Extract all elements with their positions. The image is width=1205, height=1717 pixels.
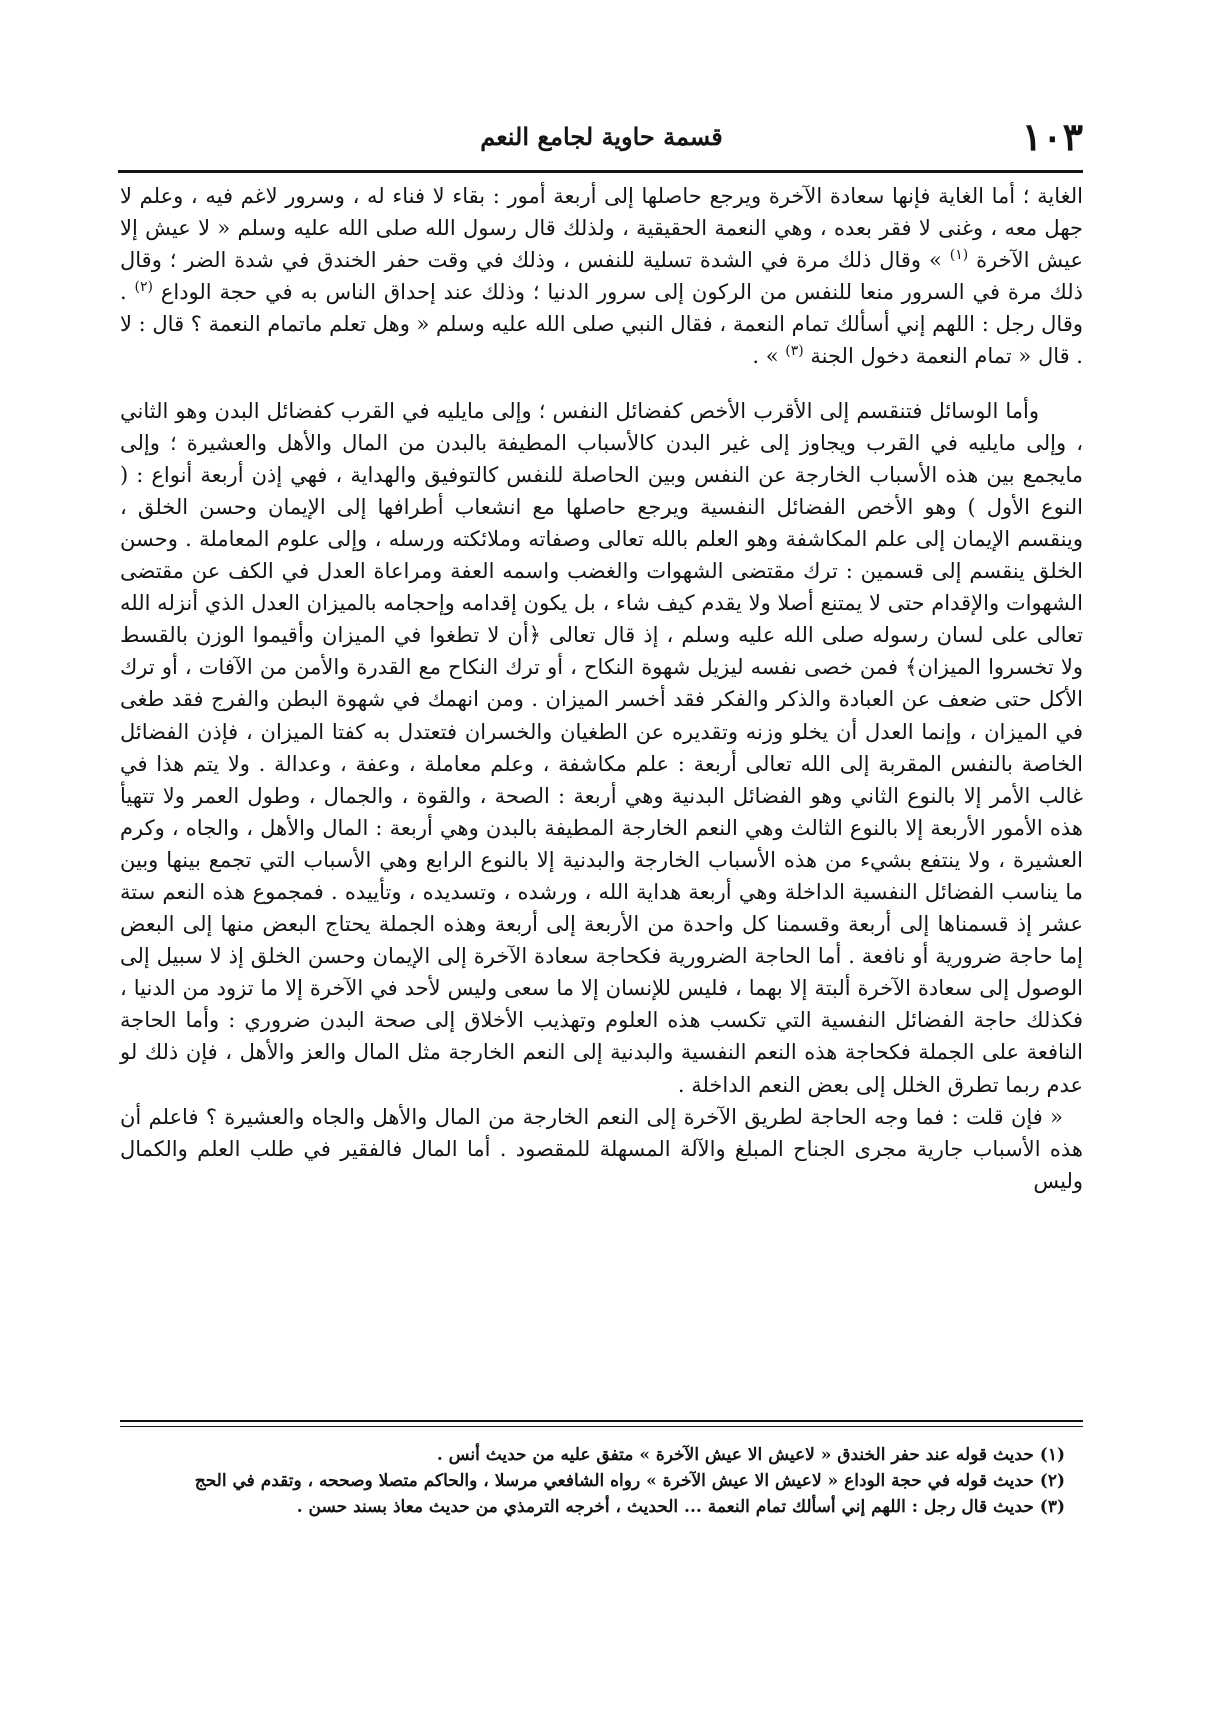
- footnote-2: (٢) حديث قوله في حجة الوداع « لاعيش الا عيش الآخرة » رواه الشافعي مرسلا ، والحاكم متصلا وصححه ، وتقدم في الحج: [194, 1471, 1065, 1491]
- footnote-rule: [120, 1420, 1083, 1422]
- footnotes: [120, 1442, 1065, 1520]
- paragraph-1-text-d: » .: [752, 344, 779, 369]
- paragraph-2: وأما الوسائل فتنقسم إلى الأقرب الأخص كفضائل النفس ؛ وإلى مايليه في القرب كفضائل البدن وهو الثاني ، وإلى مايليه في القرب ويجاوز إلى غير البدن كالأسباب المطيفة بالبدن من المال والأهل والعشيرة ؛ وإلى مايجمع بين هذه الأسباب الخارجة عن النفس وبين الحاصلة للنفس كالتوفيق والهداية ، فهي إذن أربعة أنواع : ( النوع الأول ) وهو الأخص الفضائل النفسية ويرجع حاصلها مع انشعاب أطرافها إلى الإيمان وحسن الخلق ، وينقسم الإيمان إلى علم المكاشفة وهو العلم بالله تعالى وصفاته وملائكته ورسله ، وإلى علوم المعاملة . وحسن الخلق ينقسم إلى قسمين : ترك مقتضى الشهوات والغضب واسمه العفة ومراعاة العدل في الكف عن مقتضى الشهوات والإقدام حتى لا يمتنع أصلا ولا يقدم كيف شاء ، بل يكون إقدامه وإحجامه بالميزان العدل الذي أنزله الله تعالى على لسان رسوله صلى الله عليه وسلم ، إذ قال تعالى ﴿أن لا تطغوا في الميزان وأقيموا الوزن بالقسط ولا تخسروا الميزان﴾ فمن خصى نفسه ليزيل شهوة النكاح ، أو ترك النكاح مع القدرة والأمن من الآفات ، أو ترك الأكل حتى ضعف عن العبادة والذكر والفكر فقد أخسر الميزان . ومن انهمك في شهوة البطن والفرج فقد طغى في الميزان ، وإنما العدل أن يخلو وزنه وتقديره عن الطغيان والخسران فتعتدل به كفتا الميزان ، فإذن الفضائل الخاصة بالنفس المقربة إلى الله تعالى أربعة : علم مكاشفة ، وعلم معاملة ، وعفة ، وعدالة . ولا يتم هذا في غالب الأمر إلا بالنوع الثاني وهو الفضائل البدنية وهي أربعة : الصحة ، والقوة ، والجمال ، وطول العمر ولا تتهيأ هذه الأمور الأربعة إلا بالنوع الثالث وهي النعم الخارجة المطيفة بالبدن وهي أربعة : المال والأهل ، والجاه ، وكرم العشيرة ، ولا ينتفع بشيء من هذه الأسباب الخارجة والبدنية إلا بالنوع الرابع وهي الأسباب التي تجمع بينها وبين ما يناسب الفضائل النفسية الداخلة وهي أربعة هداية الله ، ورشده ، وتسديده ، وتأييده . فمجموع هذه النعم ستة عشر إذ قسمناها إلى أربعة وقسمنا كل واحدة من الأربعة إلى أربعة وهذه الجملة يحتاج البعض منها إلى البعض إما حاجة ضرورية أو نافعة . أما الحاجة الضرورية فكحاجة سعادة الآخرة إلى الإيمان وحسن الخلق إذ لا سبيل إلى الوصول إلى سعادة الآخرة ألبتة إلا بهما ، فليس للإنسان إلا ما سعى وليس لأحد في الآخرة إلا ما تزود من الدنيا ، فكذلك حاجة الفضائل النفسية التي تكسب هذه العلوم وتهذيب الأخلاق إلى صحة البدن ضروري : وأما الحاجة النافعة على الجملة فكحاجة هذه النعم النفسية والبدنية إلى النعم الخارجة مثل المال والعز والأهل ، فإن ذلك لو عدم ربما تطرق الخلل إلى بعض النعم الداخلة .: [120, 398, 1083, 1097]
- paragraph-1-text-b: » وقال ذلك مرة في الشدة تسلية للنفس ، وذلك في وقت حفر الخندق في شدة الضر ؛ وقال ذلك مرة في السرور منعا للنفس من الركون إلى سرور الدنيا ؛ وذلك عند إحداق الناس به في حجة الوداع: [120, 248, 1083, 305]
- footnote-3: (٣) حديث قال رجل : اللهم إني أسألك تمام النعمة ... الحديث ، أخرجه الترمذي من حديث معاذ بسند حسن .: [296, 1497, 1065, 1517]
- paragraph-3: « فإن قلت : فما وجه الحاجة لطريق الآخرة إلى النعم الخارجة من المال والأهل والجاه والعشيرة ؟ فاعلم أن هذه الأسباب جارية مجرى الجناح المبلغ والآلة المسهلة للمقصود . أما المال فالفقير في طلب العلم والكمال وليس: [120, 1104, 1083, 1193]
- footnote-ref-1: (١): [949, 247, 969, 264]
- running-title: قسمة حاوية لجامع النعم: [480, 122, 723, 151]
- page-number: ١٠٣: [1021, 114, 1083, 159]
- page-header: [120, 114, 1083, 166]
- paragraph-1: [120, 180, 1083, 373]
- footnote-rule-thin: [120, 1426, 1083, 1427]
- header-rule: [118, 170, 1083, 173]
- paragraph-1-text-a: الغاية ؛ أما الغاية فإنها سعادة الآخرة ويرجع حاصلها إلى أربعة أمور : بقاء لا فناء له ، وسرور لاغم فيه ، وعلم لا جهل معه ، وغنى لا فقر بعده ، وهي النعمة الحقيقية ، ولذلك قال رسول الله صلى الله عليه وسلم « لا عيش إلا عيش الآخرة: [120, 184, 1084, 273]
- footnote-ref-3: (٣): [785, 343, 804, 360]
- paragraph-1-text-c: . وقال رجل : اللهم إني أسألك تمام النعمة ، فقال النبي صلى الله عليه وسلم « وهل تعلم ماتمام النعمة ؟ قال : لا . قال « تمام النعمة دخول الجنة: [120, 280, 1083, 369]
- footnote-ref-2: (٢): [134, 279, 153, 296]
- body-text: [120, 180, 1083, 1197]
- footnote-1: (١) حديث قوله عند حفر الخندق « لاعيش الا عيش الآخرة » متفق عليه من حديث أنس .: [436, 1445, 1065, 1465]
